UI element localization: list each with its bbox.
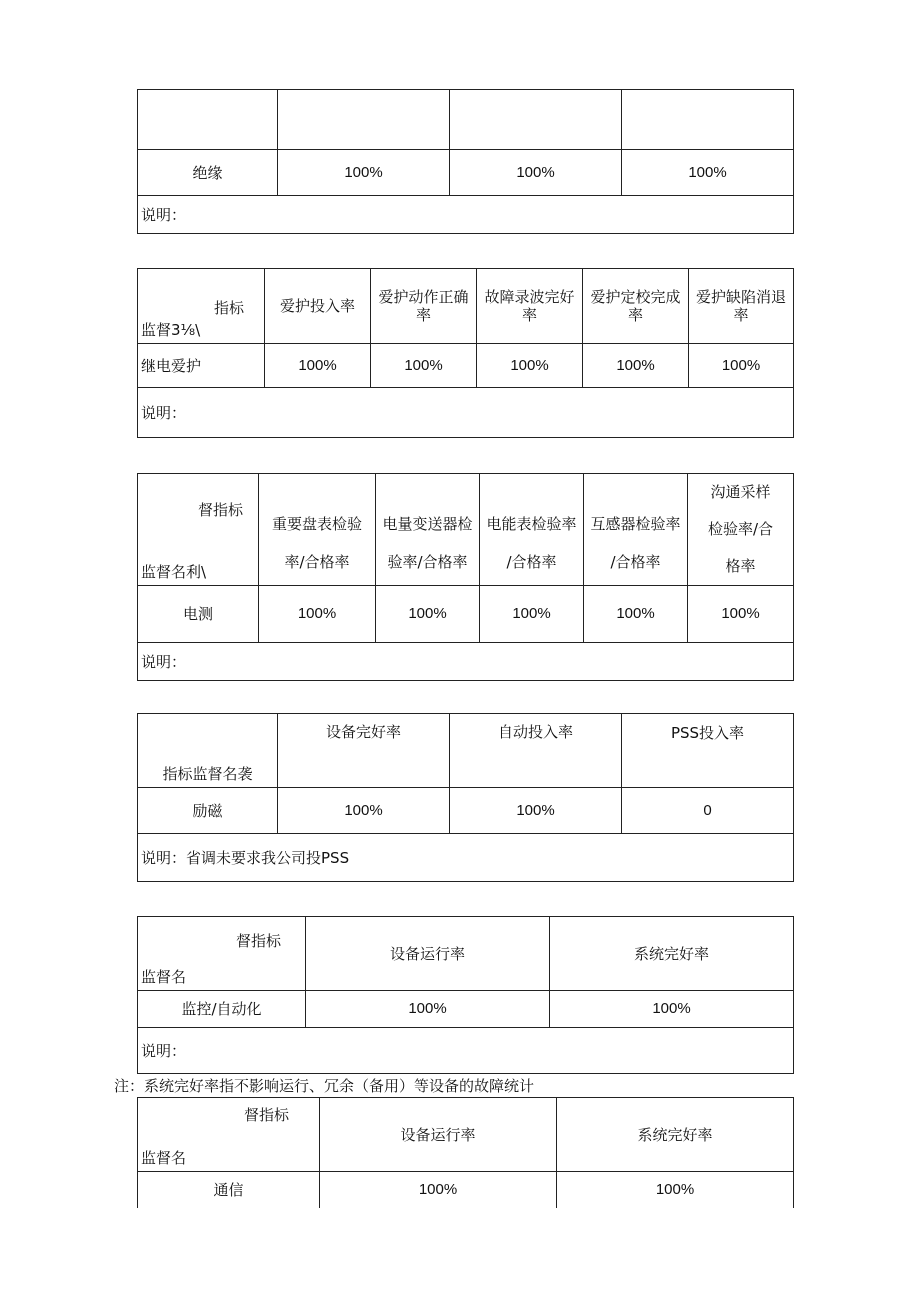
corner-bottom-label: 监督名 (141, 968, 187, 986)
corner-cell (138, 474, 259, 586)
row-name: 励磁 (138, 788, 278, 834)
column-header: 沟通采样 检验率/合 格率 (688, 474, 794, 586)
corner-cell (138, 1098, 320, 1172)
communication-table (137, 1097, 794, 1208)
corner-top-label: 指标 (213, 299, 244, 317)
value-cell: 100% (622, 150, 794, 196)
header-cell-empty (450, 90, 622, 150)
value-cell: 0 (622, 788, 794, 834)
corner-cell (138, 269, 265, 344)
column-header: 电能表检验率 /合格率 (480, 474, 584, 586)
column-header: 电量变送器检 验率/合格率 (376, 474, 480, 586)
column-header: 设备运行率 (306, 917, 550, 991)
excitation-table (137, 713, 794, 882)
row-name: 继电爱护 (138, 344, 265, 388)
value-cell: 100% (278, 150, 450, 196)
value-cell: 100% (259, 586, 376, 643)
note-cell: 说明： (138, 196, 794, 234)
row-name: 监控/自动化 (138, 991, 306, 1028)
corner-cell (138, 917, 306, 991)
value-cell: 100% (371, 344, 477, 388)
column-header: 自动投入率 (450, 714, 622, 788)
row-name: 通信 (138, 1172, 320, 1208)
column-header: 重要盘表检验 率/合格率 (259, 474, 376, 586)
value-cell: 100% (306, 991, 550, 1028)
column-header: 爱护投入率 (265, 269, 371, 344)
value-cell: 100% (450, 788, 622, 834)
corner-cell: 指标监督名袭 (138, 714, 278, 788)
value-cell: 100% (320, 1172, 557, 1208)
note-cell: 说明：省调未要求我公司投PSS (138, 834, 794, 882)
header-cell-empty (622, 90, 794, 150)
value-cell: 100% (278, 788, 450, 834)
column-header: 系统完好率 (557, 1098, 794, 1172)
header-cell-empty (278, 90, 450, 150)
corner-top-label: 督指标 (197, 501, 243, 519)
note-cell: 说明： (138, 643, 794, 681)
column-header: 故障录波完好 率 (477, 269, 583, 344)
value-cell: 100% (688, 586, 794, 643)
column-header: 爱护定校完成 率 (583, 269, 689, 344)
value-cell: 100% (557, 1172, 794, 1208)
column-header: 设备完好率 (278, 714, 450, 788)
value-cell: 100% (550, 991, 794, 1028)
corner-bottom-label: 监督名 (141, 1149, 187, 1167)
value-cell: 100% (376, 586, 480, 643)
corner-bottom-label: 监督名利\ (141, 563, 207, 581)
insulation-table (137, 89, 794, 234)
value-cell: 100% (584, 586, 688, 643)
row-name: 绝缘 (138, 150, 278, 196)
corner-top-label: 督指标 (235, 932, 281, 950)
value-cell: 100% (689, 344, 794, 388)
value-cell: 100% (265, 344, 371, 388)
header-cell-empty (138, 90, 278, 150)
value-cell: 100% (477, 344, 583, 388)
column-header: 系统完好率 (550, 917, 794, 991)
note-cell: 说明： (138, 1028, 794, 1074)
value-cell: 100% (450, 150, 622, 196)
value-cell: 100% (480, 586, 584, 643)
column-header: 爱护缺陷消退 率 (689, 269, 794, 344)
electrical-measurement-table (137, 473, 794, 681)
column-header: 爱护动作正确 率 (371, 269, 477, 344)
row-name: 电测 (138, 586, 259, 643)
footnote: 注：系统完好率指不影响运行、冗余（备用）等设备的故障统计 (114, 1077, 535, 1095)
monitoring-automation-table (137, 916, 794, 1074)
column-header: 设备运行率 (320, 1098, 557, 1172)
relay-protection-table (137, 268, 794, 438)
corner-top-label: 督指标 (243, 1106, 289, 1124)
column-header: PSS投入率 (622, 714, 794, 788)
column-header: 互感器检验率 /合格率 (584, 474, 688, 586)
note-cell: 说明： (138, 388, 794, 438)
corner-bottom-label: 监督3⅛\ (141, 321, 201, 339)
value-cell: 100% (583, 344, 689, 388)
